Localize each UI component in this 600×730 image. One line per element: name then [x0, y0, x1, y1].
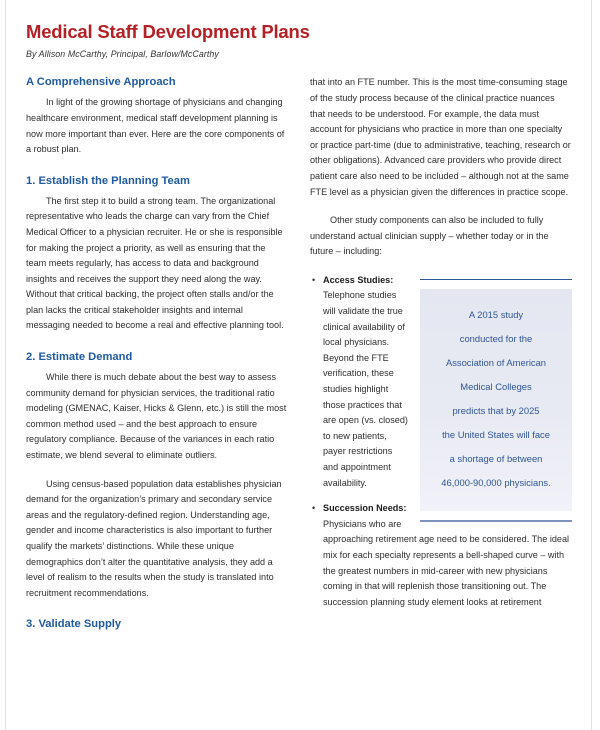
pull-quote-top-rule: [420, 279, 572, 281]
pull-quote-line: A 2015 study: [468, 309, 524, 321]
pull-quote-text: [420, 289, 572, 511]
paragraph-estimate-demand-2: Using census-based population data establishes physician demand for the organization’s primary and secondary service areas and the regulatory-defined region. Understanding age, gender and income characteristics is also important to further qualify the markets’ distinctions. While these unique demographics don’t alter the quantitative analysis, they add a level of realism to the results when the study is translated into recruitment recommendations.: [26, 478, 282, 598]
bullet-label-access-studies: Access Studies:: [323, 274, 394, 285]
bullets-and-pullquote: [310, 273, 572, 620]
left-column: [26, 75, 288, 637]
bullet-access-studies: [310, 273, 419, 491]
document-page: [5, 0, 592, 730]
bullet-succession-needs: [310, 501, 572, 610]
heading-comprehensive-approach: A Comprehensive Approach: [26, 76, 176, 89]
right-column: [310, 75, 572, 620]
bullet-text-access-studies: Telephone studies will validate the true clinical availability of local physicians. Beyond the FTE verification, these studies highlight those practices that are open (vs. closed) to new patients, payer restrictions and appointment availability.: [323, 290, 408, 488]
bullet-marker-icon: •: [312, 274, 316, 285]
pull-quote-line: predicts that by 2025: [452, 405, 540, 417]
heading-establish-planning-team: 1. Establish the Planning Team: [26, 174, 190, 187]
pull-quote-block: [420, 279, 572, 523]
pull-quote-line: Association of American: [445, 357, 547, 369]
paragraph-estimate-demand-1: While there is much debate about the best way to assess community demand for physician services, the traditional ratio modeling (GMENAC, Kaiser, Hicks & Glenn, etc.) is still the most common method used – and the best approach to ensure regulatory compliance. Because of the variances in each ratio estimate, we blend several to eliminate outliers.: [26, 372, 287, 461]
pull-quote-line: the United States will face: [442, 429, 550, 441]
paragraph-establish-planning-team: The first step it to build a strong team. The organizational representative who leads the charge can vary from the Chief Medical Officer to a physician recruiter. He or she is responsible for making the project a priority, as well as ensuring that the team meets regularly, has access to data and background insights and receives the support they need along the way. Without that critical backing, the project often stalls and/or the plan lacks the critical stakeholder insights and internal messaging needed to become a real and effective planning tool.: [26, 195, 284, 331]
paragraph-comprehensive-approach: In light of the growing shortage of physicians and changing healthcare environment, medical staff development planning is now more important than ever. Here are the core components of a robust plan.: [26, 97, 285, 155]
document-byline: By Allison McCarthy, Principal, Barlow/McCarthy: [26, 49, 219, 60]
heading-validate-supply: 3. Validate Supply: [26, 618, 122, 631]
heading-estimate-demand: 2. Estimate Demand: [26, 351, 133, 364]
document-title: Medical Staff Development Plans: [26, 21, 310, 42]
page-content: [6, 0, 591, 637]
pull-quote-line: Medical Colleges: [460, 381, 532, 393]
paragraph-other-study-components: Other study components can also be included to fully understand actual clinician supply – whether today or in the future – including:: [310, 215, 549, 257]
pull-quote-line: a shortage of between: [449, 453, 543, 465]
paragraph-fte-number: that into an FTE number. This is the most time-consuming stage of the study process because of the clinical practice nuances that needs to be understood. For example, the data must account for physicians who practice in more than one specialty or practice part-time (due to administrative, teaching, research or other obligations). Advanced care providers who provide direct patient care also need to be included – although not at the same FTE level as a physician given the differences in practice scope.: [310, 77, 571, 197]
two-column-layout: [26, 75, 569, 637]
bullet-text-succession-needs: Physicians who are approaching retirement age need to be considered. The ideal mix for each specialty represents a bell-shaped curve – with the greatest numbers in mid-career with new physicians coming in that will replenish those transitioning out. The succession planning study element looks at retirement: [323, 518, 570, 607]
bullet-marker-icon: •: [312, 503, 316, 514]
bullet-label-succession-needs: Succession Needs:: [323, 503, 407, 514]
pull-quote-line: conducted for the: [459, 333, 533, 345]
pull-quote-line: 46,000-90,000 physicians.: [441, 477, 551, 489]
